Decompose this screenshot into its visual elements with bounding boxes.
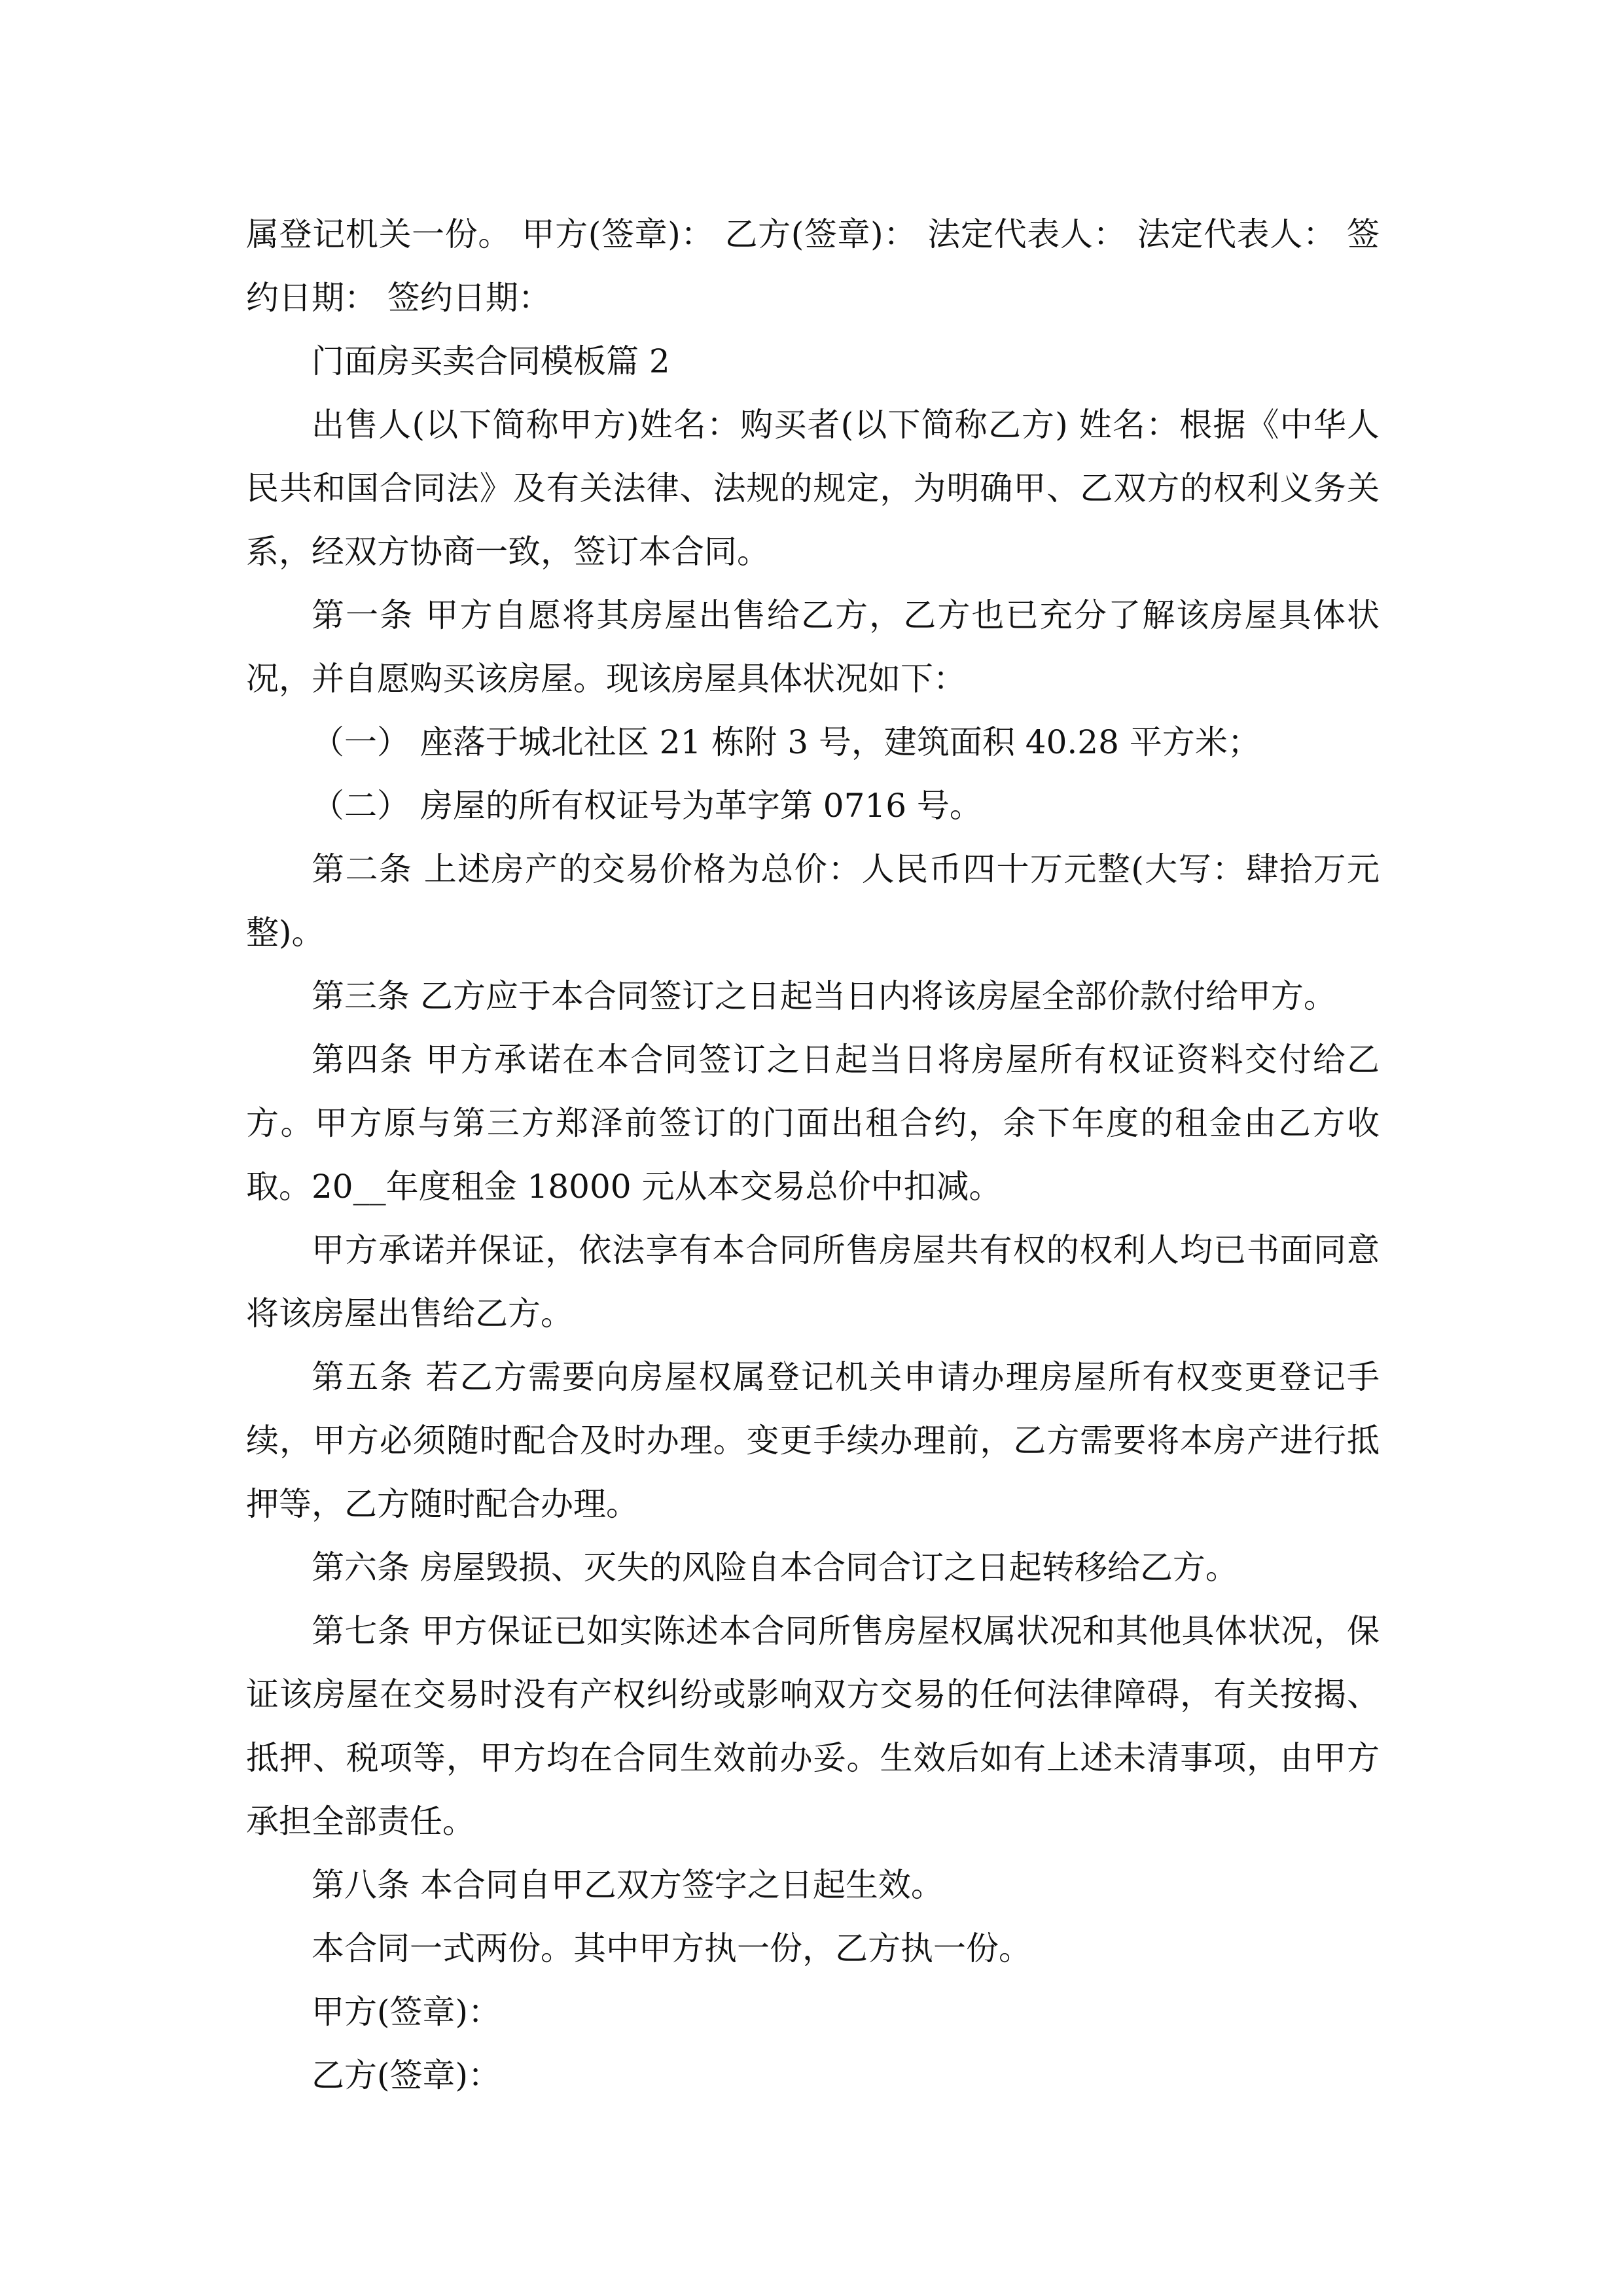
copies-clause: 本合同一式两份。其中甲方执一份，乙方执一份。 [312,1929,1031,1967]
party-a-signature-line: 甲方(签章)： [312,1993,501,2031]
article-7: 第七条 甲方保证已如实陈述本合同所售房屋权属状况和其他具体状况，保证该房屋在交易时没有产权纠纷或影响双方交易的任何法律障碍，有关按揭、抵押、税项等，甲方均在合同生效前办妥。生效后如有上述未清事项，由甲方承担全部责任。 [246,1612,1380,1840]
article-4-guarantee: 甲方承诺并保证，依法享有本合同所售房屋共有权的权利人均已书面同意将该房屋出售给乙方。 [246,1231,1380,1333]
document-page [246,203,1380,2108]
article-1: 第一条 甲方自愿将其房屋出售给乙方，乙方也已充分了解该房屋具体状况，并自愿购买该房屋。现该房屋具体状况如下： [246,596,1380,698]
section-heading: 门面房买卖合同模板篇 2 [312,342,670,380]
article-1-item-2: （二） 房屋的所有权证号为革字第 0716 号。 [312,787,982,825]
paragraph-parties: 出售人(以下简称甲方)姓名：购买者(以下简称乙方) 姓名：根据《中华人民共和国合同法》及有关法律、法规的规定，为明确甲、乙双方的权利义务关系，经双方协商一致，签订本合同。 [246,406,1380,571]
article-8: 第八条 本合同自甲乙双方签字之日起生效。 [312,1866,944,1904]
party-b-signature-line: 乙方(签章)： [312,2056,501,2094]
article-2: 第二条 上述房产的交易价格为总价：人民币四十万元整(大写：肆拾万元整)。 [246,850,1380,952]
article-3: 第三条 乙方应于本合同签订之日起当日内将该房屋全部价款付给甲方。 [312,977,1336,1015]
article-6: 第六条 房屋毁损、灭失的风险自本合同合订之日起转移给乙方。 [312,1549,1238,1587]
paragraph-signature-continuation: 属登记机关一份。 甲方(签章)： 乙方(签章)： 法定代表人： 法定代表人： 签约日期： 签约日期： [246,215,1380,317]
article-5: 第五条 若乙方需要向房屋权属登记机关申请办理房屋所有权变更登记手续，甲方必须随时配合及时办理。变更手续办理前，乙方需要将本房产进行抵押等，乙方随时配合办理。 [246,1358,1380,1523]
article-4: 第四条 甲方承诺在本合同签订之日起当日将房屋所有权证资料交付给乙方。甲方原与第三方郑泽前签订的门面出租合约，余下年度的租金由乙方收取。20__年度租金 18000 元从本交易总价中扣减。 [246,1041,1380,1206]
article-1-item-1: （一） 座落于城北社区 21 栋附 3 号，建筑面积 40.28 平方米； [312,723,1260,761]
